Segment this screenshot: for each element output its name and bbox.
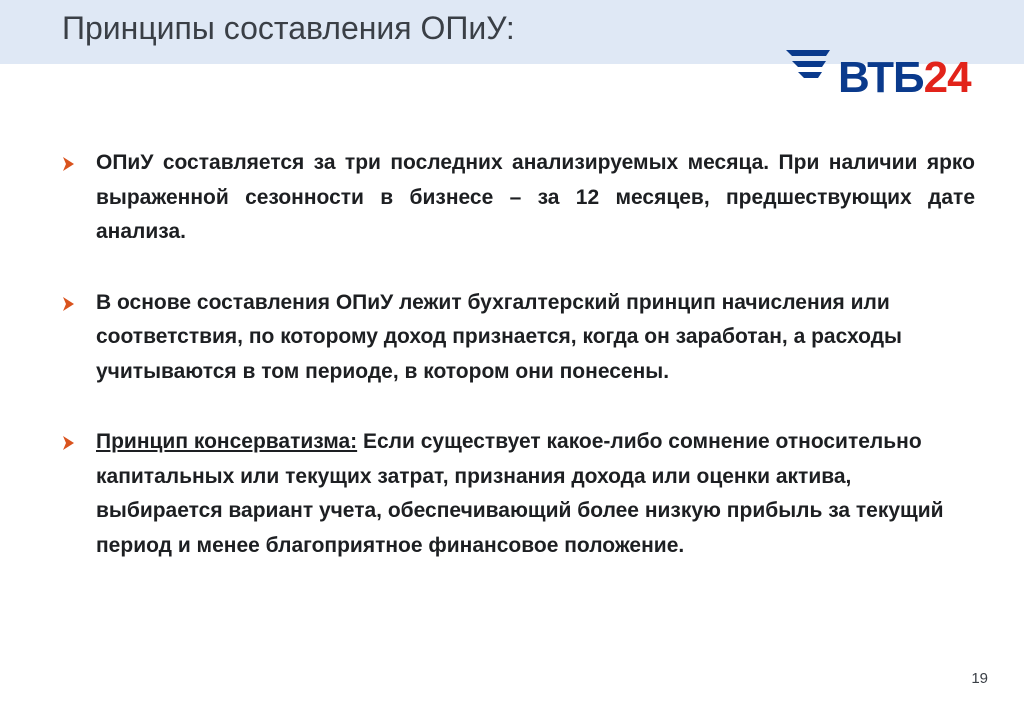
logo-24-text: 24 [923, 53, 971, 102]
arrow-bullet-icon [60, 434, 78, 452]
bullet-text: Если существует какое-либо сомнение относительно капитальных или текущих затрат, признания дохода или оценки актива, выбирается вариант учета, обеспечивающий более низкую прибыль за текущий период и менее благоприятное финансовое положение. [96, 430, 944, 557]
bullet-lead: Принцип консерватизма: [96, 430, 358, 453]
logo-vtb-text: ВТБ [838, 53, 924, 102]
vtb-wave-icon [782, 44, 834, 84]
bullet-item [60, 425, 975, 563]
slide-title: Принципы составления ОПиУ: [62, 10, 515, 46]
bullet-list [60, 146, 975, 599]
arrow-bullet-icon [60, 155, 78, 173]
bullet-item [60, 286, 975, 390]
logo-wordmark [838, 52, 971, 104]
vtb24-logo [782, 44, 992, 104]
bullet-text: В основе составления ОПиУ лежит бухгалтерский принцип начисления или соответствия, по которому доход признается, когда он заработан, а расходы учитываются в том периоде, в котором они понесены. [96, 290, 902, 383]
bullet-item [60, 146, 975, 250]
page-number: 19 [971, 670, 988, 687]
bullet-text: ОПиУ составляется за три последних анализируемых месяца. При наличии ярко выраженной сезонности в бизнесе – за 12 месяцев, предшествующих дате анализа. [96, 151, 975, 243]
arrow-bullet-icon [60, 295, 78, 313]
